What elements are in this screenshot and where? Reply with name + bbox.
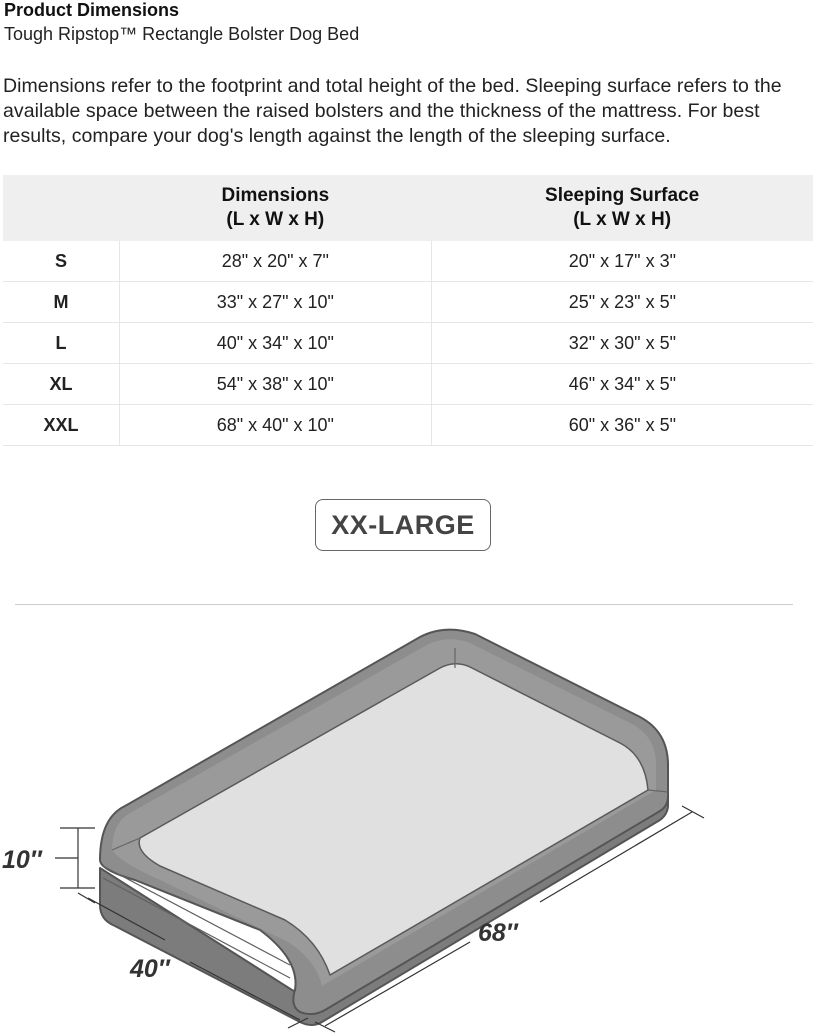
table-header-row — [3, 175, 813, 241]
header-dimensions — [119, 175, 431, 241]
width-label: 40″ — [130, 955, 170, 983]
product-name: Tough Ripstop™ Rectangle Bolster Dog Bed — [4, 24, 360, 44]
header-sleeping-surface — [431, 175, 813, 241]
size-chart-table — [3, 175, 813, 446]
dog-bed-dimension-diagram — [0, 610, 815, 1035]
sleeping-surface-cell: 46" x 34" x 5" — [431, 364, 813, 405]
dimensions-cell: 68" x 40" x 10" — [119, 405, 431, 446]
section-divider — [15, 604, 793, 605]
size-cell: S — [3, 241, 119, 282]
header-dimensions-label: Dimensions — [221, 185, 330, 206]
dimensions-description: Dimensions refer to the footprint and total height of the bed. Sleeping surface refers to the available space between the raised bolsters and the thickness of the mattress. For best results, compare your dog's length against the length of the sleeping surface. — [3, 75, 782, 147]
size-badge: XX-LARGE — [315, 499, 491, 551]
size-cell: L — [3, 323, 119, 364]
table-row — [3, 405, 813, 446]
table-row — [3, 364, 813, 405]
size-cell: XXL — [3, 405, 119, 446]
table-row — [3, 282, 813, 323]
sleeping-surface-cell: 25" x 23" x 5" — [431, 282, 813, 323]
header-size — [3, 175, 119, 241]
dimensions-cell: 33" x 27" x 10" — [119, 282, 431, 323]
height-dimension — [55, 828, 95, 888]
size-cell: M — [3, 282, 119, 323]
header-sleeping-surface-units: (L x W x H) — [573, 209, 672, 230]
dimensions-cell: 54" x 38" x 10" — [119, 364, 431, 405]
dimensions-cell: 28" x 20" x 7" — [119, 241, 431, 282]
table-row — [3, 241, 813, 282]
page-title: Product Dimensions — [4, 0, 180, 20]
header-dimensions-units: (L x W x H) — [226, 209, 325, 230]
table-row — [3, 323, 813, 364]
height-label: 10″ — [2, 846, 42, 874]
sleeping-surface-cell: 32" x 30" x 5" — [431, 323, 813, 364]
size-cell: XL — [3, 364, 119, 405]
header-sleeping-surface-label: Sleeping Surface — [545, 185, 700, 206]
sleeping-surface-cell: 20" x 17" x 3" — [431, 241, 813, 282]
dimensions-cell: 40" x 34" x 10" — [119, 323, 431, 364]
length-label: 68″ — [478, 919, 518, 947]
sleeping-surface-cell: 60" x 36" x 5" — [431, 405, 813, 446]
